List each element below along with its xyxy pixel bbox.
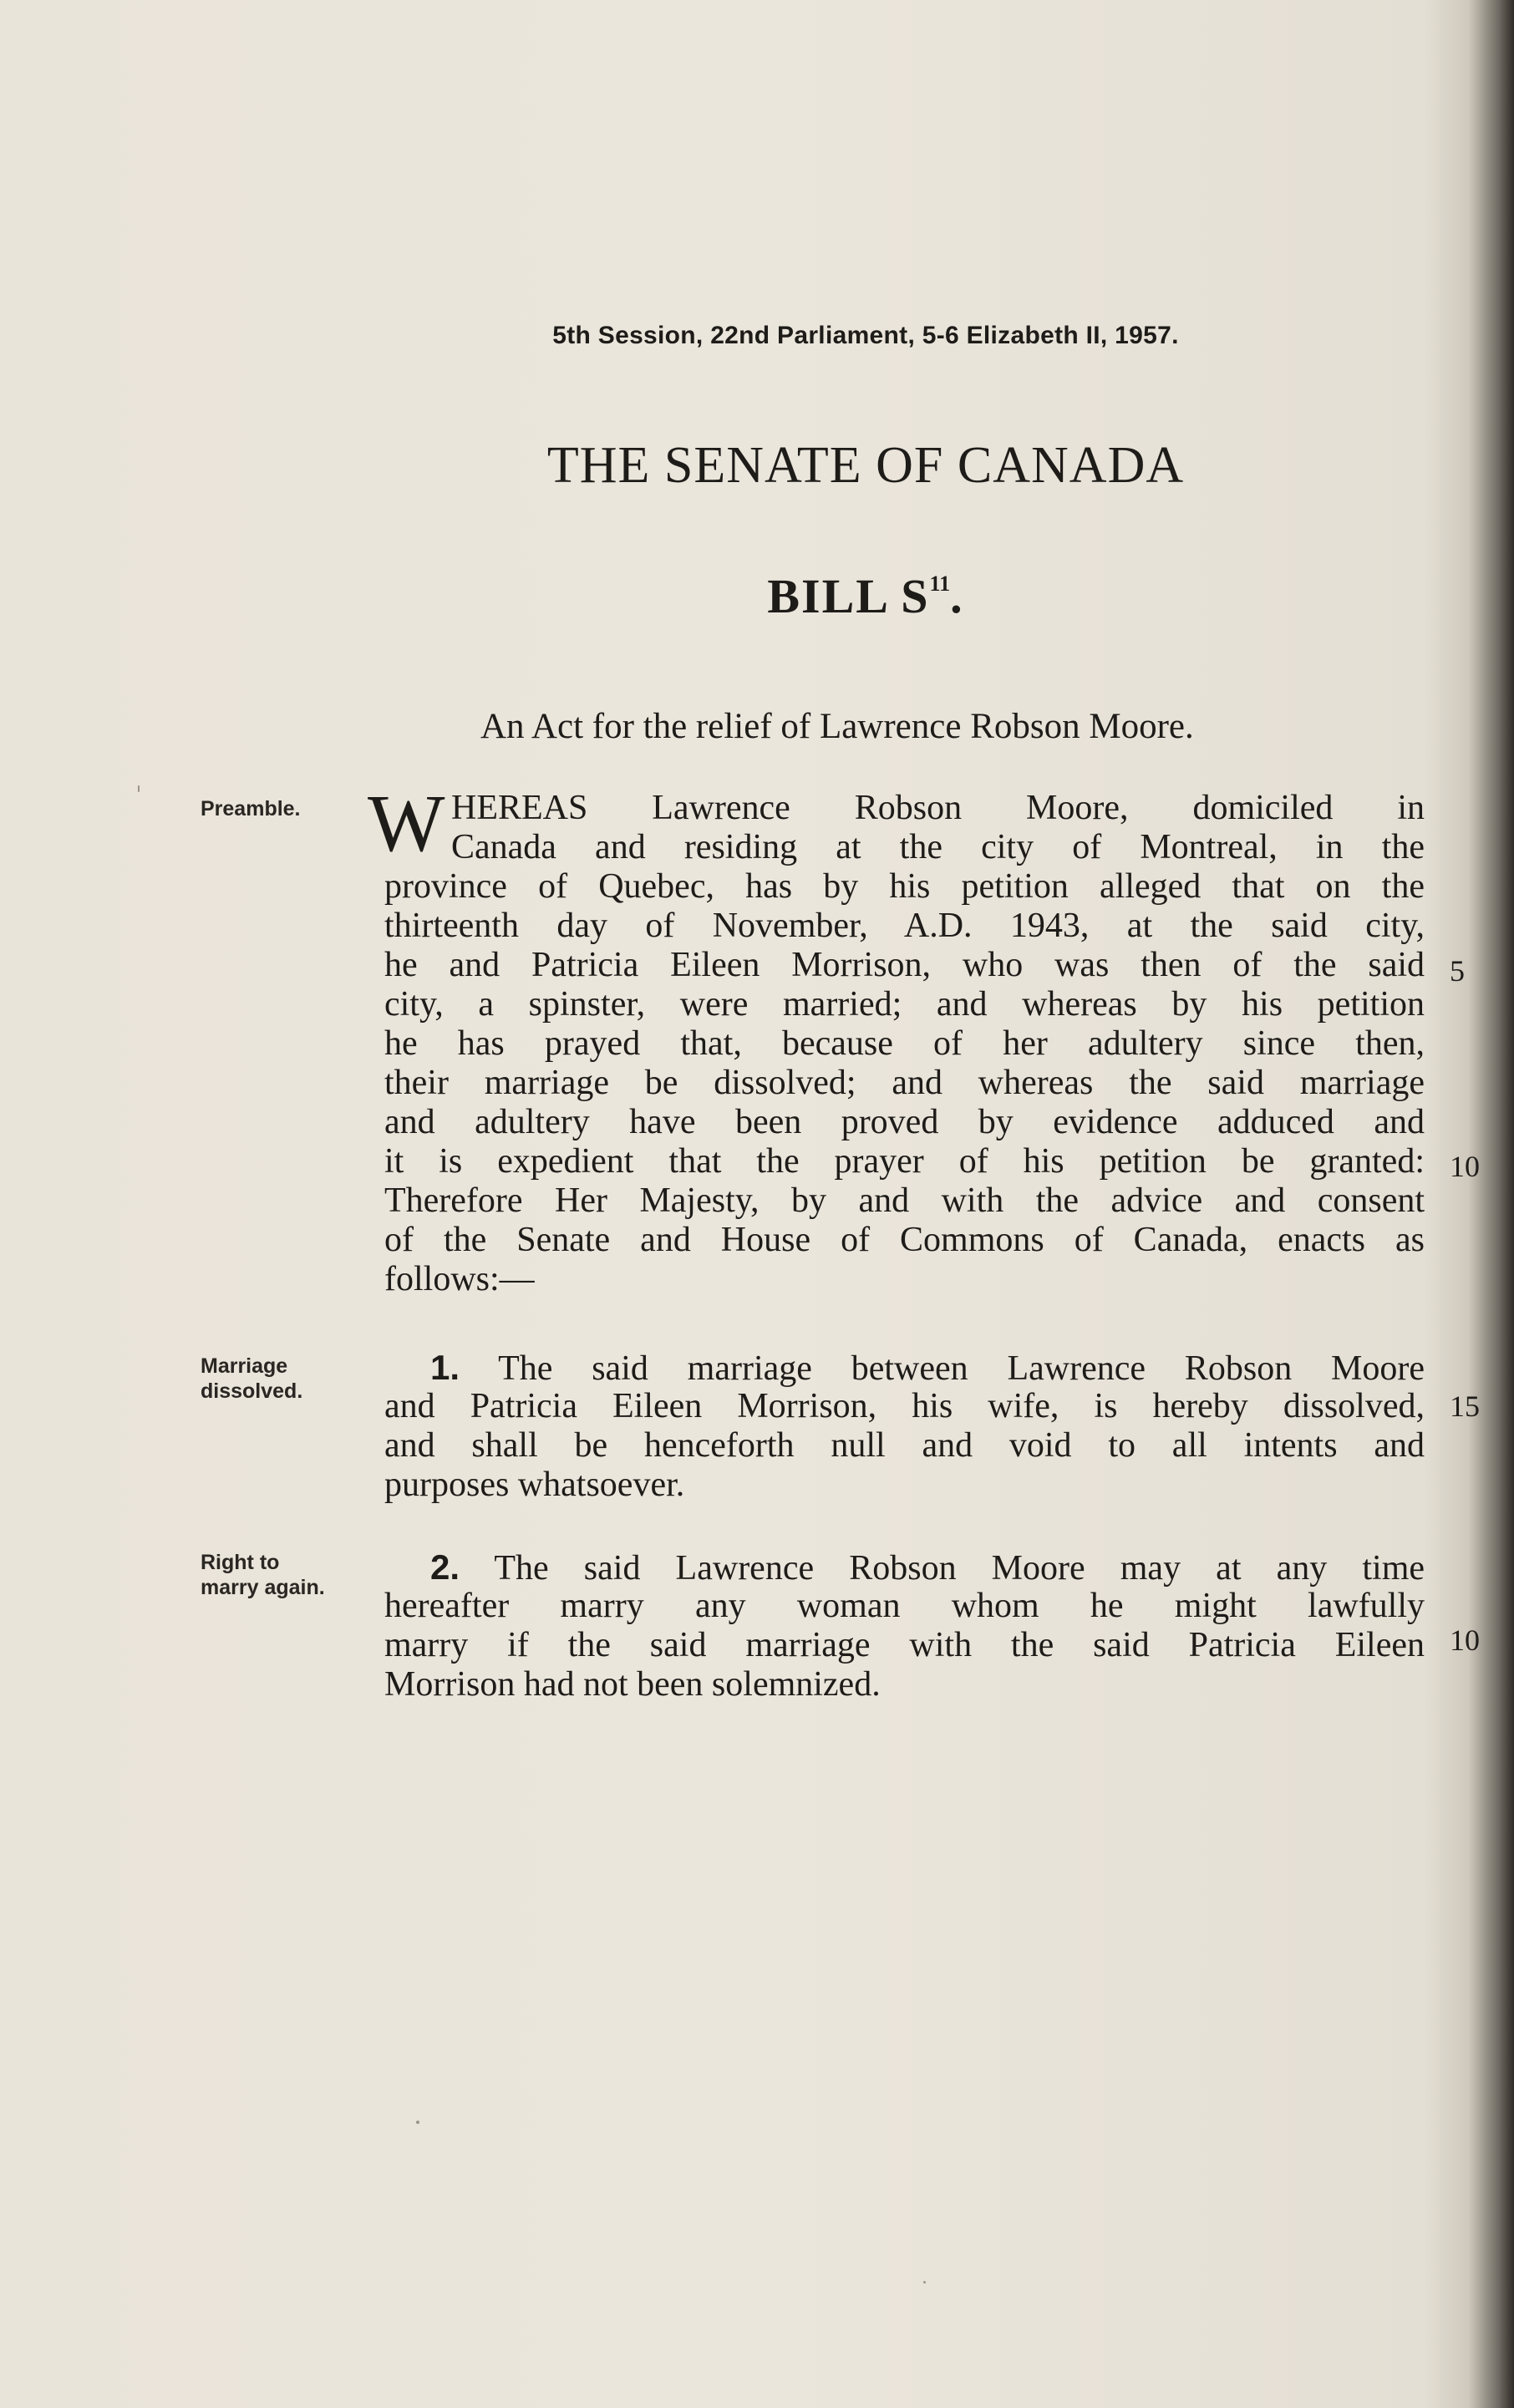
- session-header: 5th Session, 22nd Parliament, 5-6 Elizabeth II, 1957.: [552, 322, 1179, 349]
- preamble-line: and adultery have been proved by evidence adduced and: [384, 1103, 1425, 1141]
- margin-note-right-to-marry: [201, 1550, 325, 1600]
- margin-note-line: Right to: [201, 1551, 280, 1574]
- section-2-line: Morrison had not been solemnized.: [384, 1665, 881, 1704]
- senate-title: THE SENATE OF CANADA: [546, 437, 1185, 494]
- line-number: 15: [1450, 1389, 1480, 1423]
- preamble-line: he and Patricia Eileen Morrison, who was then of the said: [384, 946, 1425, 984]
- section-1-number: 1.: [430, 1348, 460, 1387]
- act-title: An Act for the relief of Lawrence Robson Moore.: [480, 707, 1194, 746]
- preamble-line: of the Senate and House of Commons of Canada, enacts as: [384, 1221, 1425, 1259]
- paper-speck: [416, 2121, 419, 2124]
- section-1-line: and Patricia Eileen Morrison, his wife, is hereby dissolved,: [384, 1387, 1425, 1425]
- preamble-line: Canada and residing at the city of Montreal, in the: [451, 828, 1425, 866]
- bill-prefix: BILL S: [767, 569, 930, 623]
- preamble-line: it is expedient that the prayer of his petition be granted:: [384, 1142, 1425, 1181]
- preamble-line: HEREAS Lawrence Robson Moore, domiciled in: [451, 789, 1425, 827]
- section-2-line: [430, 1547, 1425, 1588]
- line-number: 5: [1450, 954, 1465, 988]
- margin-note-marriage-dissolved: [201, 1354, 302, 1404]
- margin-note-line: dissolved.: [201, 1379, 303, 1403]
- section-1-line: purposes whatsoever.: [384, 1466, 685, 1504]
- section-1-line: [430, 1348, 1425, 1389]
- margin-note-line: Marriage: [201, 1354, 288, 1378]
- section-1-line: and shall be henceforth null and void to all intents and: [384, 1426, 1425, 1465]
- bill-number: 11: [929, 572, 951, 596]
- preamble-line: follows:—: [384, 1260, 535, 1298]
- paper-speck: [923, 2281, 926, 2284]
- section-2-line: hereafter marry any woman whom he might lawfully: [384, 1587, 1425, 1625]
- preamble-line: Therefore Her Majesty, by and with the advice and consent: [384, 1181, 1425, 1220]
- line-number: 10: [1450, 1623, 1480, 1657]
- drop-cap: W: [368, 779, 445, 869]
- preamble-line: their marriage be dissolved; and whereas the said marriage: [384, 1064, 1425, 1102]
- preamble-line: province of Quebec, has by his petition alleged that on the: [384, 867, 1425, 906]
- margin-note-line: marry again.: [201, 1576, 325, 1599]
- preamble-line: he has prayed that, because of her adultery since then,: [384, 1024, 1425, 1063]
- section-1-text: The said marriage between Lawrence Robson Moore: [498, 1349, 1425, 1388]
- margin-note-preamble: Preamble.: [201, 797, 301, 820]
- bill-title: [0, 568, 1514, 624]
- preamble-line: thirteenth day of November, A.D. 1943, at the said city,: [384, 907, 1425, 945]
- section-2-number: 2.: [430, 1547, 460, 1587]
- section-2-line: marry if the said marriage with the said Patricia Eileen: [384, 1626, 1425, 1664]
- section-2-text: The said Lawrence Robson Moore may at any time: [494, 1549, 1425, 1588]
- preamble-line: city, a spinster, were married; and whereas by his petition: [384, 985, 1425, 1024]
- line-number: 10: [1450, 1150, 1480, 1183]
- paper-speck: [138, 785, 140, 792]
- bill-suffix: .: [950, 569, 964, 623]
